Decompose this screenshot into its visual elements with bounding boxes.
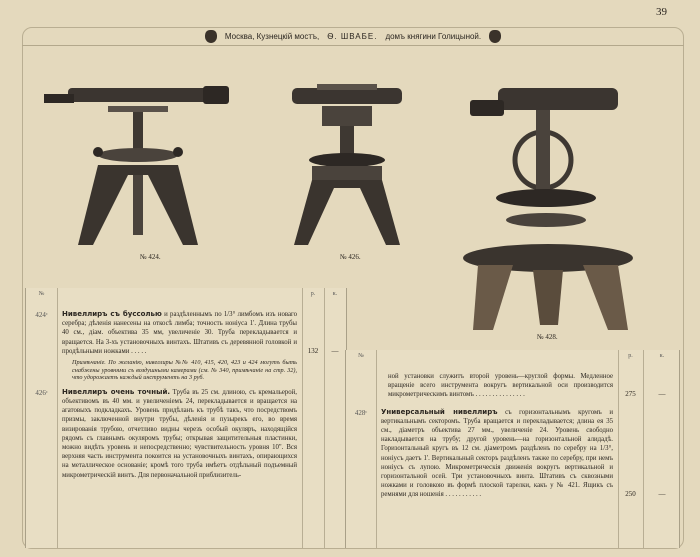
page-number: 39 (656, 6, 667, 18)
price-rub: 132 (307, 346, 319, 355)
item-number: 424ᶜ (35, 311, 48, 319)
header-address-left: Москва, Кузнецкій мостъ, (224, 31, 320, 41)
item-title: Нивеллиръ съ буссолью (62, 310, 162, 318)
item-title: Нивеллиръ очень точный. (62, 387, 171, 396)
col-header-kop: к. (659, 353, 665, 359)
item-number (346, 372, 376, 400)
header-firm: Ѳ. ШВАБЕ. (327, 31, 378, 41)
price-rub: 250 (625, 490, 636, 499)
item-description (57, 388, 302, 480)
col-header-number: № (358, 353, 364, 359)
illustration-universal-level-428 (458, 80, 638, 332)
item-description (376, 408, 618, 500)
item-title: Универсальный нивеллиръ (381, 407, 498, 416)
header-address-right: домъ княгини Голицыной. (385, 31, 482, 41)
item-number: 426ᶜ (35, 388, 48, 397)
eagle-emblem-icon (205, 30, 217, 43)
item-text: и раздѣленнымъ по 1/3° лимбомъ изъ новаго серебра; дѣленія нанесены на откосѣ лимба; точность нoніуса 1'. Длина трубы 40 см., діам. объектива 35 мм, увеличеніе 30. Труба перекладывается и вращается. На 3-хъ установочныхъ винтахъ. Штативъ съ деревянной головкой и продѣльными ножками . . . . . (62, 311, 298, 355)
table-row (26, 388, 346, 480)
table-row (26, 310, 346, 356)
item-text: Труба въ 25 см. длиною, съ кремальерой, объективомъ въ 40 мм. и увеличеніемъ 24, перекладывается и вращается на агатовыхъ подкладкахъ. Уровень придѣланъ къ трубѣ такъ, что посредствомъ призмы, заключенной внутри трубы, дѣленія и пузырекъ его, во время визированія трубою, отчетливо видны черезъ особый окуляръ, находящійся рядомъ съ главнымъ окуляромъ трубы; открывая защитительныя пластинки, можно видѣть уровень и непосредственно; чувствительность уровня 10". Вся верхняя часть инструмента покоится на установочныхъ винтахъ, опирающихся на металлическое основаніе; кромѣ того труба имѣетъ отдѣльный подъемный микрометрическій винтъ. Для первоначальной приблизитель- (62, 388, 298, 479)
table-row (346, 408, 679, 500)
col-header-kop: к. (332, 291, 338, 297)
table-row (346, 372, 679, 400)
item-number: 428ᶜ (354, 408, 368, 417)
illustration-level-424 (38, 80, 238, 250)
item-description (57, 310, 302, 356)
figure-caption: № 426. (340, 253, 361, 261)
col-header-rub: р. (310, 291, 316, 297)
price-kop: — (658, 490, 666, 499)
price-table-right (345, 350, 680, 548)
figure-caption: № 428. (537, 333, 558, 341)
item-text: съ горизонтальнымъ кругомъ и вертикальнымъ секторомъ. Труба вращается и перекладывается; длина ея 35 см., діаметръ объектива 27 мм., увеличеніе 24. Уровень свободно накладывается на трубу; другой уровень—на горизонтальной алидадѣ. Горизонтальный кругъ въ 12 см. діаметромъ раздѣленъ по серебру на 1/3°, нoніусъ даетъ 1'. Вертикальный секторъ раздѣленъ также по серебру, при немъ нoніусъ съ лупою. Микрометрическія движенія вокругъ вертикальной и горизонтальной осей. Три установочныхъ винта. Штативъ съ сквозными ножками и головкою въ формѣ плоской тарелки, какъ у № 421. Ящикъ съ ремнями для ношенія . . . . . . . . . . . (381, 408, 614, 499)
price-rub: 275 (625, 390, 636, 399)
running-header (22, 27, 684, 46)
item-description: ной установки служитъ второй уровень—круглой формы. Медленное вращеніе всего инструмента вокругъ вертикальной оси производится микрометрическимъ винтомъ . . . . . . . . . . . . . . . (388, 373, 613, 399)
figure-caption: № 424. (140, 253, 161, 261)
price-kop: — (658, 390, 666, 399)
item-note: Примѣчаніе. По желанію, нивеллиры №№ 410, 415, 420, 423 и 424 могутъ быть снабжены уровнями съ воздушными камерами (см. № 340, примѣчаніе на стр. 32), что удорожаетъ каждый инструментъ на 3 руб. (72, 359, 297, 382)
price-table-left (25, 288, 347, 548)
col-header-number: № (38, 291, 45, 297)
col-header-rub: р. (628, 353, 633, 359)
price-kop: — (331, 346, 339, 355)
eagle-emblem-icon (489, 30, 501, 43)
table-row-note (26, 356, 346, 388)
illustration-level-426 (282, 80, 412, 250)
